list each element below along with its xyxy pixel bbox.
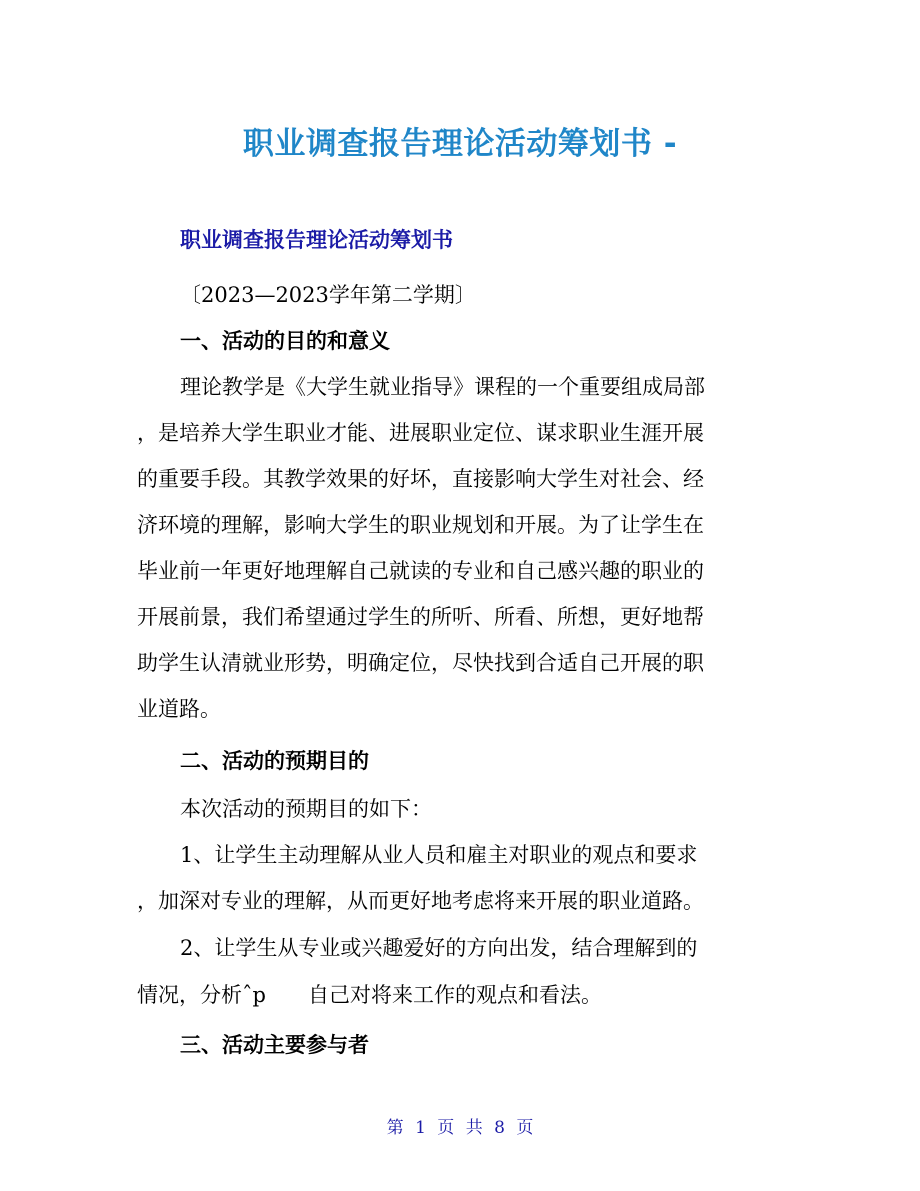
section-1-line: 的重要手段。其教学效果的好坏，直接影响大学生对社会、经 [137, 467, 704, 491]
section-2-item-2-line: 2、让学生从专业或兴趣爱好的方向出发，结合理解到的 [180, 936, 698, 960]
section-1-line: 助学生认清就业形势，明确定位，尽快找到合适自己开展的职 [137, 651, 704, 675]
section-2-heading: 二、活动的预期目的 [180, 748, 369, 773]
section-3-heading: 三、活动主要参与者 [180, 1032, 369, 1057]
section-2-item-1-line: 1、让学生主动理解从业人员和雇主对职业的观点和要求 [180, 843, 698, 867]
section-1-line: 业道路。 [137, 697, 221, 721]
section-1-line: ，是培养大学生职业才能、进展职业定位、谋求职业生涯开展 [137, 421, 704, 445]
section-2-item-2-line: 情况，分析ˆp 自己对将来工作的观点和看法。 [137, 983, 602, 1007]
term-label: 〔2023—2023学年第二学期〕 [180, 283, 476, 307]
document-subtitle: 职业调查报告理论活动筹划书 [180, 228, 453, 252]
section-1-line: 济环境的理解，影响大学生的职业规划和开展。为了让学生在 [137, 513, 704, 537]
section-2-intro: 本次活动的预期目的如下： [180, 797, 432, 821]
section-1-line: 毕业前一年更好地理解自己就读的专业和自己感兴趣的职业的 [137, 559, 704, 583]
section-1-heading: 一、活动的目的和意义 [180, 328, 390, 353]
document-title: 职业调查报告理论活动筹划书 - [242, 126, 678, 162]
section-2-item-1-line: ，加深对专业的理解，从而更好地考虑将来开展的职业道路。 [137, 889, 704, 913]
section-1-line: 理论教学是《大学生就业指导》课程的一个重要组成局部 [180, 375, 705, 399]
section-1-line: 开展前景，我们希望通过学生的所听、所看、所想，更好地帮 [137, 605, 704, 629]
page-footer: 第 1 页 共 8 页 [386, 1118, 534, 1138]
